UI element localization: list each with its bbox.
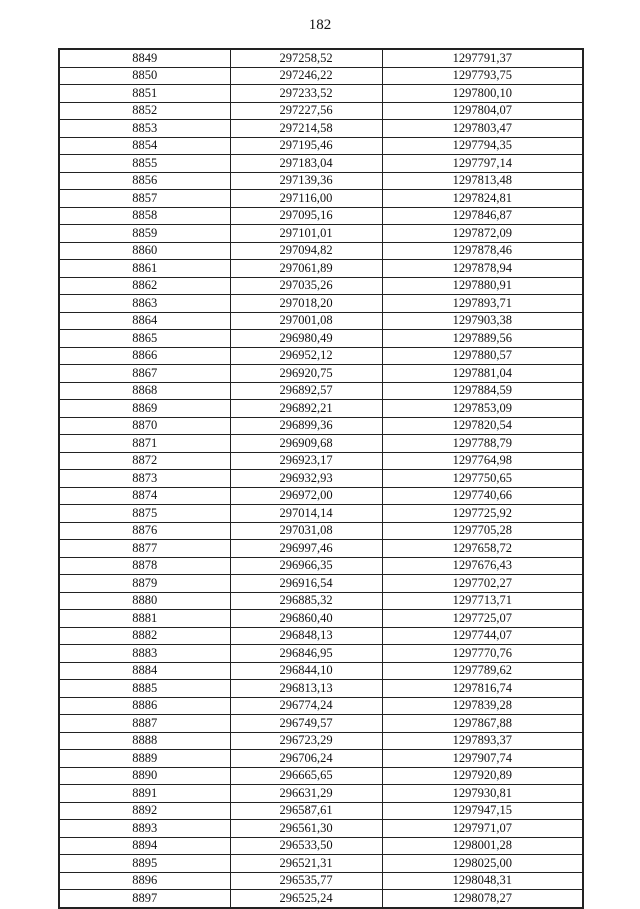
table-row [59, 452, 583, 470]
table-row [59, 277, 583, 295]
point-number-cell: 8855 [59, 155, 230, 173]
table-row [59, 190, 583, 208]
y-coordinate-cell: 1297800,10 [382, 85, 583, 103]
point-number-cell: 8890 [59, 767, 230, 785]
x-coordinate-cell: 297014,14 [230, 505, 382, 523]
table-row [59, 242, 583, 260]
x-coordinate-cell: 297246,22 [230, 67, 382, 85]
y-coordinate-cell: 1297744,07 [382, 627, 583, 645]
table-row [59, 102, 583, 120]
x-coordinate-cell: 296885,32 [230, 592, 382, 610]
point-number-cell: 8893 [59, 820, 230, 838]
y-coordinate-cell: 1297797,14 [382, 155, 583, 173]
x-coordinate-cell: 296665,65 [230, 767, 382, 785]
x-coordinate-cell: 296521,31 [230, 855, 382, 873]
table-row [59, 120, 583, 138]
point-number-cell: 8869 [59, 400, 230, 418]
y-coordinate-cell: 1297872,09 [382, 225, 583, 243]
point-number-cell: 8862 [59, 277, 230, 295]
x-coordinate-cell: 296631,29 [230, 785, 382, 803]
y-coordinate-cell: 1297813,48 [382, 172, 583, 190]
y-coordinate-cell: 1297789,62 [382, 662, 583, 680]
point-number-cell: 8871 [59, 435, 230, 453]
table-row [59, 435, 583, 453]
x-coordinate-cell: 297227,56 [230, 102, 382, 120]
table-row [59, 347, 583, 365]
y-coordinate-cell: 1297788,79 [382, 435, 583, 453]
table-row [59, 312, 583, 330]
x-coordinate-cell: 297101,01 [230, 225, 382, 243]
table-row [59, 715, 583, 733]
point-number-cell: 8875 [59, 505, 230, 523]
point-number-cell: 8866 [59, 347, 230, 365]
point-number-cell: 8880 [59, 592, 230, 610]
y-coordinate-cell: 1297839,28 [382, 697, 583, 715]
y-coordinate-cell: 1297794,35 [382, 137, 583, 155]
table-row [59, 557, 583, 575]
y-coordinate-cell: 1297853,09 [382, 400, 583, 418]
table-row [59, 820, 583, 838]
point-number-cell: 8867 [59, 365, 230, 383]
x-coordinate-cell: 297094,82 [230, 242, 382, 260]
table-row [59, 522, 583, 540]
point-number-cell: 8886 [59, 697, 230, 715]
table-row [59, 85, 583, 103]
y-coordinate-cell: 1297920,89 [382, 767, 583, 785]
point-number-cell: 8876 [59, 522, 230, 540]
table-row [59, 260, 583, 278]
x-coordinate-cell: 297116,00 [230, 190, 382, 208]
y-coordinate-cell: 1297820,54 [382, 417, 583, 435]
y-coordinate-cell: 1297713,71 [382, 592, 583, 610]
y-coordinate-cell: 1297824,81 [382, 190, 583, 208]
table-row [59, 767, 583, 785]
point-number-cell: 8881 [59, 610, 230, 628]
point-number-cell: 8849 [59, 49, 230, 67]
x-coordinate-cell: 296525,24 [230, 890, 382, 908]
y-coordinate-cell: 1298025,00 [382, 855, 583, 873]
table-row [59, 417, 583, 435]
point-number-cell: 8852 [59, 102, 230, 120]
y-coordinate-cell: 1297725,92 [382, 505, 583, 523]
table-row [59, 662, 583, 680]
point-number-cell: 8863 [59, 295, 230, 313]
y-coordinate-cell: 1297971,07 [382, 820, 583, 838]
y-coordinate-cell: 1297740,66 [382, 487, 583, 505]
y-coordinate-cell: 1297880,91 [382, 277, 583, 295]
table-row [59, 137, 583, 155]
point-number-cell: 8883 [59, 645, 230, 663]
point-number-cell: 8884 [59, 662, 230, 680]
point-number-cell: 8854 [59, 137, 230, 155]
table-row [59, 732, 583, 750]
x-coordinate-cell: 296892,57 [230, 382, 382, 400]
x-coordinate-cell: 297031,08 [230, 522, 382, 540]
point-number-cell: 8870 [59, 417, 230, 435]
point-number-cell: 8850 [59, 67, 230, 85]
table-row [59, 627, 583, 645]
y-coordinate-cell: 1297881,04 [382, 365, 583, 383]
x-coordinate-cell: 296972,00 [230, 487, 382, 505]
y-coordinate-cell: 1297803,47 [382, 120, 583, 138]
y-coordinate-cell: 1297880,57 [382, 347, 583, 365]
table-row [59, 592, 583, 610]
table-row [59, 645, 583, 663]
point-number-cell: 8878 [59, 557, 230, 575]
table-row [59, 680, 583, 698]
point-number-cell: 8885 [59, 680, 230, 698]
table-row [59, 872, 583, 890]
table-row [59, 172, 583, 190]
point-number-cell: 8892 [59, 802, 230, 820]
y-coordinate-cell: 1297930,81 [382, 785, 583, 803]
y-coordinate-cell: 1297878,46 [382, 242, 583, 260]
table-row [59, 49, 583, 67]
point-number-cell: 8882 [59, 627, 230, 645]
point-number-cell: 8873 [59, 470, 230, 488]
y-coordinate-cell: 1297893,37 [382, 732, 583, 750]
x-coordinate-cell: 296860,40 [230, 610, 382, 628]
table-row [59, 225, 583, 243]
y-coordinate-cell: 1297804,07 [382, 102, 583, 120]
table-row [59, 505, 583, 523]
y-coordinate-cell: 1297702,27 [382, 575, 583, 593]
point-number-cell: 8860 [59, 242, 230, 260]
y-coordinate-cell: 1297793,75 [382, 67, 583, 85]
point-number-cell: 8897 [59, 890, 230, 908]
x-coordinate-cell: 296533,50 [230, 837, 382, 855]
y-coordinate-cell: 1297676,43 [382, 557, 583, 575]
point-number-cell: 8877 [59, 540, 230, 558]
y-coordinate-cell: 1297907,74 [382, 750, 583, 768]
point-number-cell: 8858 [59, 207, 230, 225]
x-coordinate-cell: 296813,13 [230, 680, 382, 698]
point-number-cell: 8872 [59, 452, 230, 470]
table-row [59, 750, 583, 768]
point-number-cell: 8856 [59, 172, 230, 190]
x-coordinate-cell: 296535,77 [230, 872, 382, 890]
table-row [59, 785, 583, 803]
x-coordinate-cell: 296952,12 [230, 347, 382, 365]
x-coordinate-cell: 296899,36 [230, 417, 382, 435]
point-number-cell: 8861 [59, 260, 230, 278]
page-number: 182 [308, 17, 332, 33]
y-coordinate-cell: 1297764,98 [382, 452, 583, 470]
coordinates-table-body [59, 49, 583, 908]
x-coordinate-cell: 297095,16 [230, 207, 382, 225]
x-coordinate-cell: 297001,08 [230, 312, 382, 330]
point-number-cell: 8896 [59, 872, 230, 890]
x-coordinate-cell: 297233,52 [230, 85, 382, 103]
table-row [59, 67, 583, 85]
table-row [59, 487, 583, 505]
x-coordinate-cell: 297183,04 [230, 155, 382, 173]
table-row [59, 802, 583, 820]
table-row [59, 400, 583, 418]
x-coordinate-cell: 296966,35 [230, 557, 382, 575]
x-coordinate-cell: 297139,36 [230, 172, 382, 190]
point-number-cell: 8857 [59, 190, 230, 208]
point-number-cell: 8887 [59, 715, 230, 733]
table-row [59, 837, 583, 855]
x-coordinate-cell: 296909,68 [230, 435, 382, 453]
x-coordinate-cell: 296916,54 [230, 575, 382, 593]
point-number-cell: 8868 [59, 382, 230, 400]
point-number-cell: 8879 [59, 575, 230, 593]
y-coordinate-cell: 1297816,74 [382, 680, 583, 698]
x-coordinate-cell: 297195,46 [230, 137, 382, 155]
table-row [59, 155, 583, 173]
x-coordinate-cell: 296706,24 [230, 750, 382, 768]
point-number-cell: 8895 [59, 855, 230, 873]
point-number-cell: 8853 [59, 120, 230, 138]
table-row [59, 470, 583, 488]
x-coordinate-cell: 296997,46 [230, 540, 382, 558]
y-coordinate-cell: 1297750,65 [382, 470, 583, 488]
x-coordinate-cell: 297035,26 [230, 277, 382, 295]
y-coordinate-cell: 1297658,72 [382, 540, 583, 558]
y-coordinate-cell: 1297893,71 [382, 295, 583, 313]
x-coordinate-cell: 296923,17 [230, 452, 382, 470]
y-coordinate-cell: 1297884,59 [382, 382, 583, 400]
coordinates-table [58, 48, 584, 909]
x-coordinate-cell: 296774,24 [230, 697, 382, 715]
table-row [59, 365, 583, 383]
point-number-cell: 8859 [59, 225, 230, 243]
y-coordinate-cell: 1297889,56 [382, 330, 583, 348]
point-number-cell: 8864 [59, 312, 230, 330]
x-coordinate-cell: 296980,49 [230, 330, 382, 348]
x-coordinate-cell: 296848,13 [230, 627, 382, 645]
x-coordinate-cell: 297061,89 [230, 260, 382, 278]
x-coordinate-cell: 296846,95 [230, 645, 382, 663]
point-number-cell: 8874 [59, 487, 230, 505]
table-row [59, 610, 583, 628]
point-number-cell: 8851 [59, 85, 230, 103]
point-number-cell: 8894 [59, 837, 230, 855]
x-coordinate-cell: 297018,20 [230, 295, 382, 313]
point-number-cell: 8891 [59, 785, 230, 803]
y-coordinate-cell: 1297947,15 [382, 802, 583, 820]
x-coordinate-cell: 296920,75 [230, 365, 382, 383]
y-coordinate-cell: 1297791,37 [382, 49, 583, 67]
y-coordinate-cell: 1297725,07 [382, 610, 583, 628]
x-coordinate-cell: 296749,57 [230, 715, 382, 733]
x-coordinate-cell: 296844,10 [230, 662, 382, 680]
table-row [59, 207, 583, 225]
table-row [59, 382, 583, 400]
x-coordinate-cell: 296587,61 [230, 802, 382, 820]
x-coordinate-cell: 296892,21 [230, 400, 382, 418]
table-row [59, 295, 583, 313]
point-number-cell: 8889 [59, 750, 230, 768]
y-coordinate-cell: 1298048,31 [382, 872, 583, 890]
y-coordinate-cell: 1297770,76 [382, 645, 583, 663]
y-coordinate-cell: 1297878,94 [382, 260, 583, 278]
y-coordinate-cell: 1298001,28 [382, 837, 583, 855]
table-row [59, 855, 583, 873]
y-coordinate-cell: 1298078,27 [382, 890, 583, 908]
table-row [59, 697, 583, 715]
x-coordinate-cell: 296932,93 [230, 470, 382, 488]
y-coordinate-cell: 1297705,28 [382, 522, 583, 540]
table-row [59, 540, 583, 558]
point-number-cell: 8865 [59, 330, 230, 348]
y-coordinate-cell: 1297867,88 [382, 715, 583, 733]
x-coordinate-cell: 296723,29 [230, 732, 382, 750]
x-coordinate-cell: 297258,52 [230, 49, 382, 67]
point-number-cell: 8888 [59, 732, 230, 750]
y-coordinate-cell: 1297903,38 [382, 312, 583, 330]
x-coordinate-cell: 296561,30 [230, 820, 382, 838]
x-coordinate-cell: 297214,58 [230, 120, 382, 138]
y-coordinate-cell: 1297846,87 [382, 207, 583, 225]
table-row [59, 575, 583, 593]
table-row [59, 330, 583, 348]
